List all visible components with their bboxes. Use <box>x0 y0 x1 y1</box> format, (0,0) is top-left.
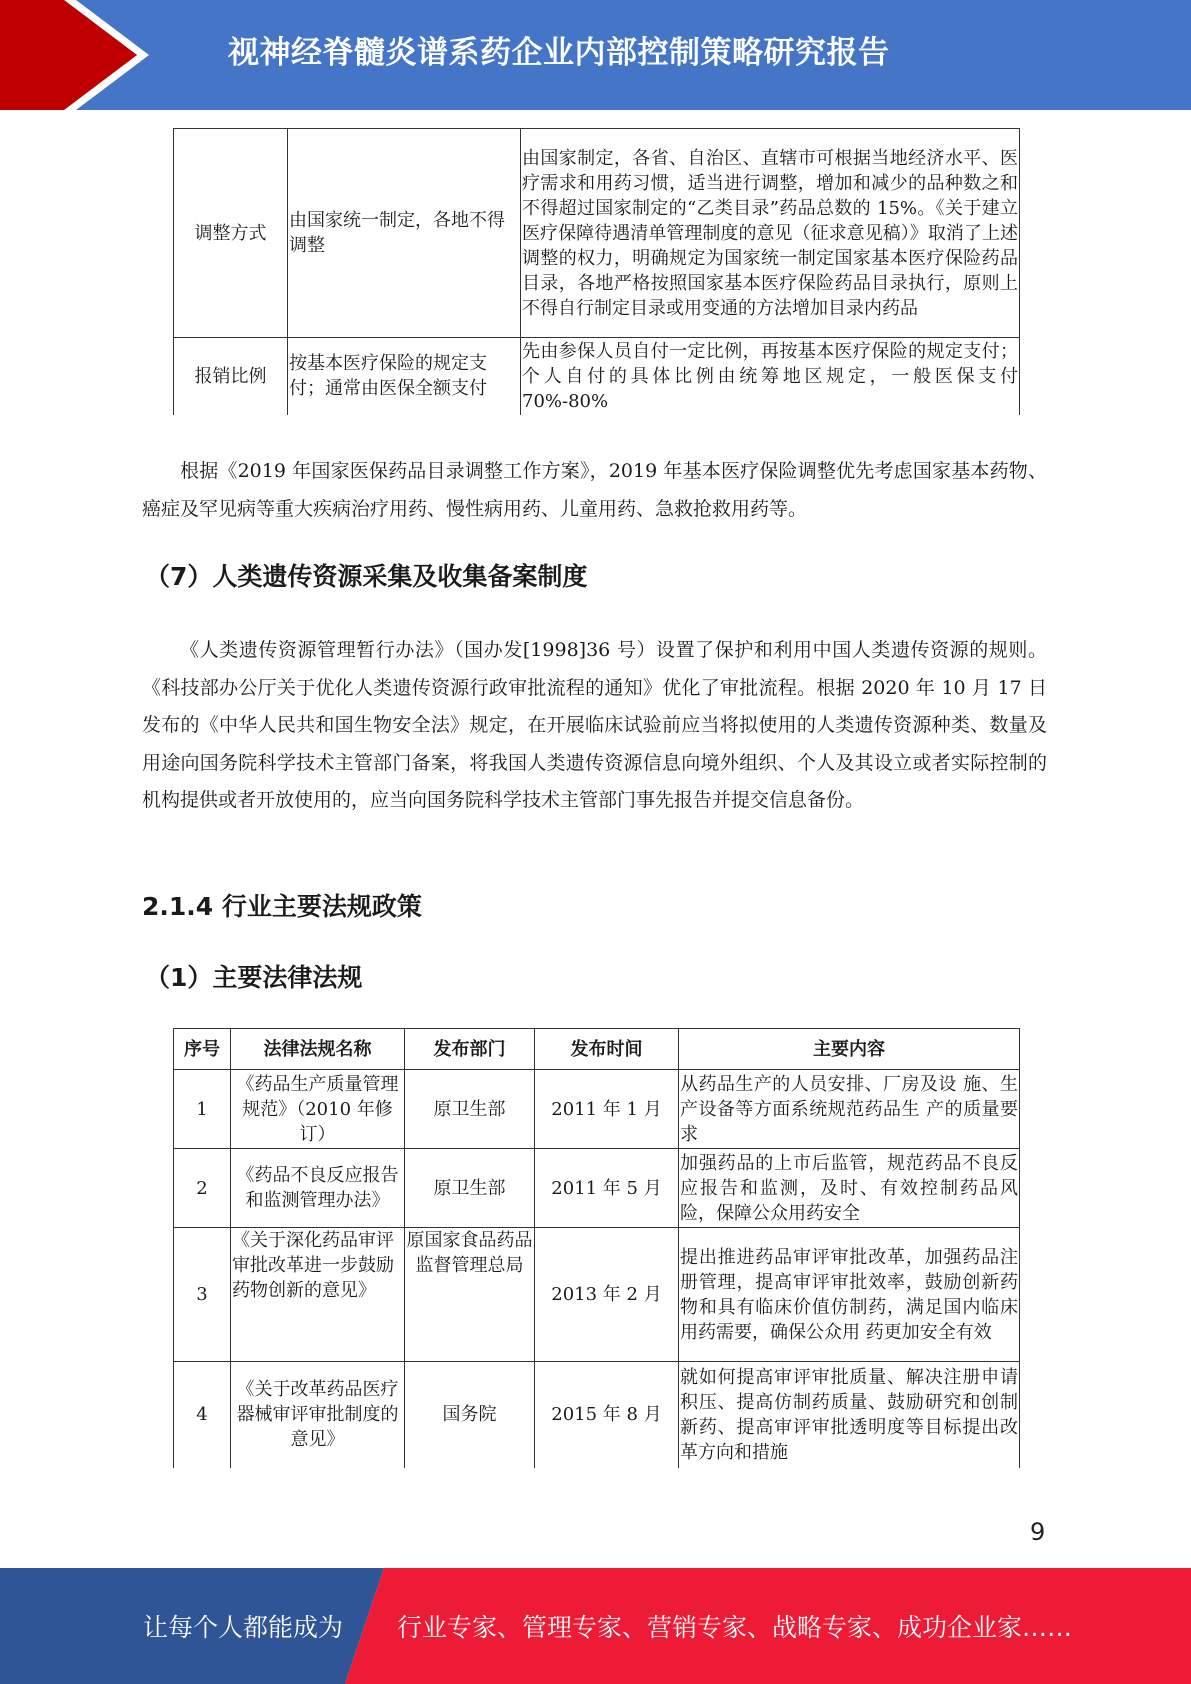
issuing-department: 原卫生部 <box>405 1070 535 1149</box>
national-catalog-cell: 按基本医疗保险的规定支付；通常由医保全额支付 <box>288 338 521 415</box>
main-content: 提出推进药品审评审批改革，加强药品注册管理，提高审评审批效率，鼓励创新药物和具有临床价值仿制药，满足国内临床用药需要，确保公众用 药更加安全有效 <box>679 1228 1020 1362</box>
main-content: 加强药品的上市后监管，规范药品不良反应报告和监测，及时、有效控制药品风险，保障公众用药安全 <box>679 1149 1020 1228</box>
law-name: 《药品生产质量管理规范》（2010 年修订） <box>231 1070 405 1149</box>
body-paragraph: 根据《2019 年国家医保药品目录调整工作方案》，2019 年基本医疗保险调整优先考虑国家基本药物、癌症及罕见病等重大疾病治疗用药、慢性病用药、儿童用药、急救抢救用药等。 <box>142 460 1047 520</box>
main-content: 就如何提高审评审批质量、解决注册申请积压、提高仿制药质量、鼓励研究和创制新药、提高审评审批透明度等目标提出改革方向和措施 <box>679 1362 1020 1468</box>
regional-catalog-cell: 先由参保人员自付一定比例，再按基本医疗保险的规定支付；个人自付的具体比例由统筹地区规定，一般医保支付 70%-80% <box>521 338 1020 415</box>
regional-catalog-cell: 由国家制定，各省、自治区、直辖市可根据当地经济水平、医疗需求和用药习惯，适当进行调整，增加和减少的品种数之和不得超过国家制定的“乙类目录”药品总数的 15%。《关于建立医疗保障待遇清单管理制度的意见（征求意见稿）》取消了上述调整的权力，明确规定为国家统一制定国家基本医疗保险药品目录，各地严格按照国家基本医疗保险药品目录执行，原则上不得自行制定目录或用变通的方法增加目录内药品 <box>521 129 1020 338</box>
row-number: 3 <box>174 1228 231 1362</box>
row-number: 2 <box>174 1149 231 1228</box>
issuing-department: 原国家食品药品监督管理总局 <box>405 1228 535 1362</box>
main-content: 从药品生产的人员安排、厂房及设 施、生产设备等方面系统规范药品生 产的质量要求 <box>679 1070 1020 1149</box>
report-title: 视神经脊髓炎谱系药企业内部控制策略研究报告 <box>228 35 890 71</box>
table-row <box>174 1070 1020 1149</box>
issue-date: 2013 年 2 月 <box>535 1228 679 1362</box>
page-number: 9 <box>1030 1518 1046 1546</box>
row-label: 报销比例 <box>174 338 288 415</box>
issue-date: 2011 年 1 月 <box>535 1070 679 1149</box>
column-header: 法律法规名称 <box>231 1029 405 1070</box>
row-label: 调整方式 <box>174 129 288 338</box>
subsection-heading: （7）人类遗传资源采集及收集备案制度 <box>145 562 588 591</box>
table-header-row <box>174 1029 1020 1070</box>
table-row <box>174 129 1020 338</box>
laws-regulations-table <box>173 1028 1020 1468</box>
column-header: 发布部门 <box>405 1029 535 1070</box>
column-header: 序号 <box>174 1029 231 1070</box>
table-row <box>174 1228 1020 1362</box>
page-header <box>0 0 1191 110</box>
issue-date: 2011 年 5 月 <box>535 1149 679 1228</box>
issue-date: 2015 年 8 月 <box>535 1362 679 1468</box>
row-number: 4 <box>174 1362 231 1468</box>
table-row <box>174 1362 1020 1468</box>
section-heading: 2.1.4 行业主要法规政策 <box>142 892 422 921</box>
footer-slogan-right: 行业专家、管理专家、营销专家、战略专家、成功企业家…… <box>397 1613 1073 1642</box>
footer-slogan-left: 让每个人都能成为 <box>143 1613 344 1642</box>
issuing-department: 国务院 <box>405 1362 535 1468</box>
law-name: 《关于改革药品医疗器械审评审批制度的意见》 <box>231 1362 405 1468</box>
law-name: 《药品不良反应报告和监测管理办法》 <box>231 1149 405 1228</box>
row-number: 1 <box>174 1070 231 1149</box>
column-header: 主要内容 <box>679 1029 1020 1070</box>
table-row <box>174 338 1020 415</box>
body-paragraph: 《人类遗传资源管理暂行办法》（国办发[1998]36 号）设置了保护和利用中国人类遗传资源的规则。《科技部办公厅关于优化人类遗传资源行政审批流程的通知》优化了审批流程。根据 2020 年 10 月 17 日发布的《中华人民共和国生物安全法》规定，在开展临床试验前应当将拟使用的人类遗传资源种类、数量及用途向国务院科学技术主管部门备案，将我国人类遗传资源信息向境外组织、个人及其设立或者实际控制的机构提供或者开放使用的，应当向国务院科学技术主管部门事先报告并提交信息备份。 <box>142 639 1047 811</box>
page-footer <box>0 1568 1191 1684</box>
law-name: 《关于深化药品审评审批改革进一步鼓励药物创新的意见》 <box>231 1228 405 1362</box>
subsection-heading: （1）主要法律法规 <box>145 963 363 992</box>
column-header: 发布时间 <box>535 1029 679 1070</box>
issuing-department: 原卫生部 <box>405 1149 535 1228</box>
table-row <box>174 1149 1020 1228</box>
national-catalog-cell: 由国家统一制定，各地不得调整 <box>288 129 521 338</box>
insurance-comparison-table <box>173 128 1020 415</box>
